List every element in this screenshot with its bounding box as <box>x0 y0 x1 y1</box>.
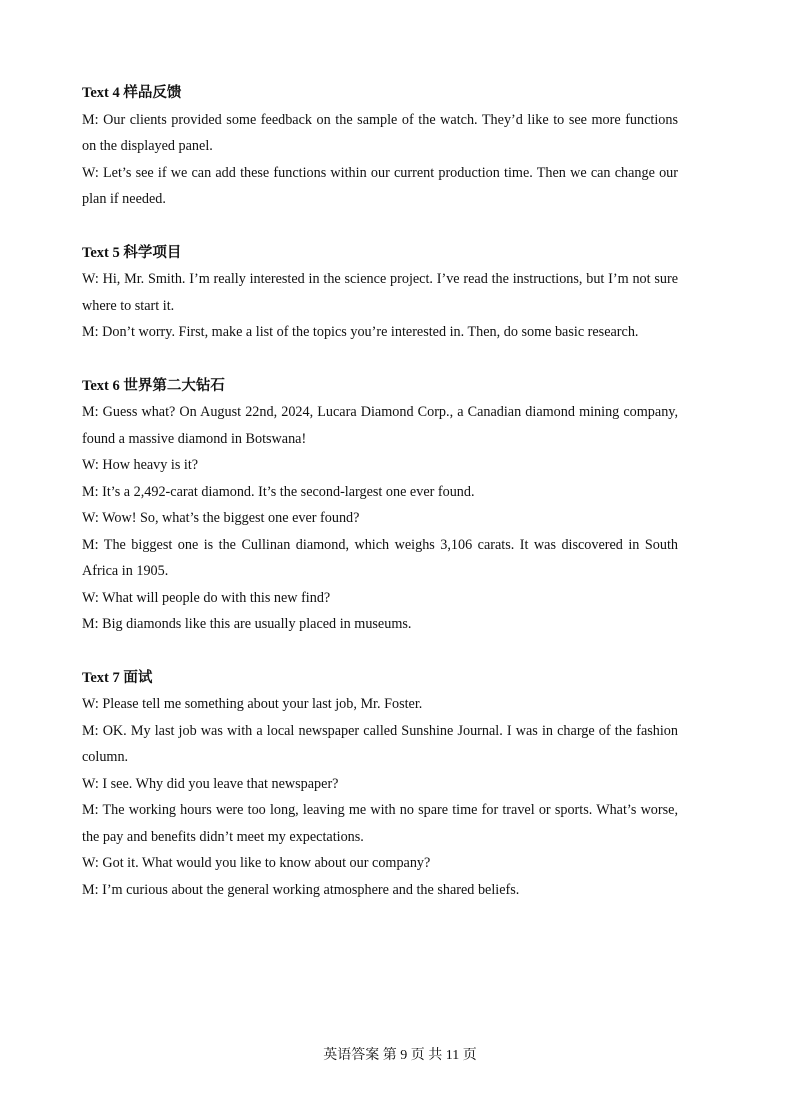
dialogue-line: M: It’s a 2,492-carat diamond. It’s the second-largest one ever found. <box>82 483 475 500</box>
dialogue-line: M: The biggest one is the Cullinan diamond, which weighs 3,106 carats. It was discovered in South Africa in 1905. <box>82 536 678 579</box>
dialogue-line: W: Got it. What would you like to know about our company? <box>82 855 431 871</box>
dialogue-line: M: Big diamonds like this are usually placed in museums. <box>82 616 412 632</box>
dialogue-line: W: Please tell me something about your last job, Mr. Foster. <box>82 696 423 712</box>
section-heading: Text 7 面试 <box>82 669 153 686</box>
section-text-6 <box>82 373 678 638</box>
dialogue-line: W: How heavy is it? <box>82 457 199 473</box>
dialogue-line: M: OK. My last job was with a local newspaper called Sunshine Journal. I was in charge of the fashion column. <box>82 722 678 765</box>
page-footer: 英语答案 第 9 页 共 11 页 <box>323 1048 477 1063</box>
section-heading: Text 4 样品反馈 <box>82 85 182 101</box>
dialogue-line: W: Hi, Mr. Smith. I’m really interested in the science project. I’ve read the instructions, but I’m not sure where to start it. <box>82 271 678 314</box>
section-text-5 <box>82 240 678 346</box>
dialogue-line: W: What will people do with this new find? <box>82 589 331 606</box>
dialogue-line: M: Don’t worry. First, make a list of the topics you’re interested in. Then, do some basic research. <box>82 324 639 340</box>
section-heading: Text 5 科学项目 <box>82 244 182 261</box>
section-text-7 <box>82 665 678 904</box>
section-heading: Text 6 世界第二大钻石 <box>82 377 225 394</box>
section-text-4 <box>82 80 678 213</box>
dialogue-line: W: Wow! So, what’s the biggest one ever found? <box>82 510 360 526</box>
dialogue-line: W: Let’s see if we can add these functions within our current production time. Then we can change our plan if needed. <box>82 164 678 207</box>
dialogue-line: M: The working hours were too long, leaving me with no spare time for travel or sports. What’s worse, the pay and benefits didn’t meet my expectations. <box>82 802 678 845</box>
dialogue-line: M: Guess what? On August 22nd, 2024, Lucara Diamond Corp., a Canadian diamond mining company, found a massive diamond in Botswana! <box>82 404 678 447</box>
dialogue-line: M: I’m curious about the general working atmosphere and the shared beliefs. <box>82 881 520 898</box>
dialogue-line: M: Our clients provided some feedback on the sample of the watch. They’d like to see more functions on the displayed panel. <box>82 111 678 154</box>
page-content <box>82 80 678 903</box>
dialogue-line: W: I see. Why did you leave that newspaper? <box>82 775 339 792</box>
